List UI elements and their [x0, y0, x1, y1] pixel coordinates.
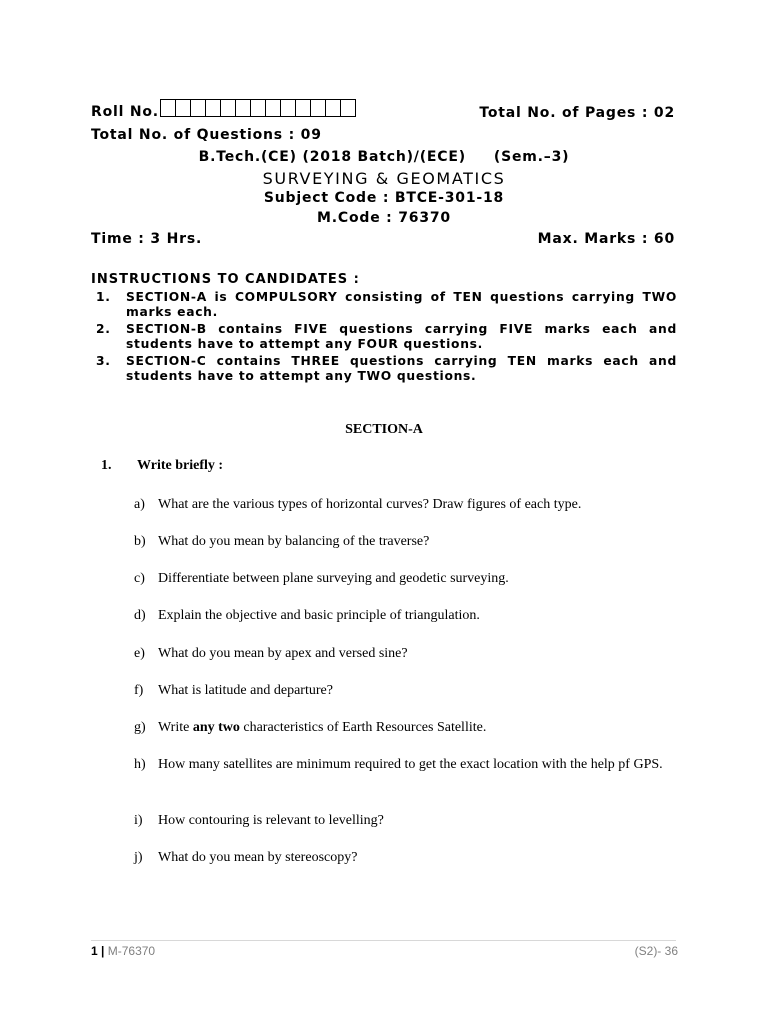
roll-box: [266, 100, 281, 116]
roll-box: [161, 100, 176, 116]
roll-box: [341, 100, 355, 116]
question-title: Write briefly :: [137, 458, 224, 473]
semester: (Sem.–3): [493, 149, 570, 165]
footer-left: [91, 944, 155, 958]
subquestion-text-before: Write: [158, 720, 193, 735]
instruction-text: SECTION-B contains FIVE questions carrying FIVE marks each and students have to attempt any FOUR questions.: [126, 322, 677, 351]
subquestion-d: [134, 606, 680, 625]
subquestion-text: [158, 718, 680, 737]
roll-box: [251, 100, 266, 116]
instruction-item: [91, 354, 677, 384]
subquestion-text: What do you mean by stereoscopy?: [158, 850, 358, 865]
subquestion-h: [134, 755, 680, 774]
course-name: B.Tech.(CE) (2018 Batch)/(ECE): [198, 149, 466, 165]
instruction-number: 3.: [96, 354, 111, 368]
subquestion-label: g): [134, 720, 146, 735]
total-pages: Total No. of Pages : 02: [479, 105, 675, 121]
subquestion-a: [134, 495, 680, 514]
m-code: M.Code : 76370: [317, 210, 451, 226]
subquestion-text-bold: any two: [192, 720, 240, 735]
subquestion-j: [134, 848, 680, 867]
subquestion-i: [134, 811, 680, 830]
course-line: [0, 149, 768, 165]
subquestion-label: e): [134, 646, 145, 661]
subquestion-text: What are the various types of horizontal curves? Draw figures of each type.: [158, 497, 582, 512]
total-questions: Total No. of Questions : 09: [91, 127, 322, 143]
subquestion-b: [134, 532, 680, 551]
subquestion-f: [134, 681, 680, 700]
max-marks: Max. Marks : 60: [537, 231, 675, 247]
subquestion-label: d): [134, 608, 146, 623]
instruction-item: [91, 290, 677, 320]
footer-separator: |: [101, 944, 105, 958]
section-a-heading: SECTION-A: [345, 422, 423, 437]
subquestion-text: How many satellites are minimum required to get the exact location with the help pf GPS.: [158, 757, 663, 772]
subject-code: Subject Code : BTCE-301-18: [263, 190, 505, 206]
subquestion-label: h): [134, 757, 146, 772]
exam-time: Time : 3 Hrs.: [91, 231, 203, 247]
page-number: 1: [91, 944, 98, 958]
question-number: 1.: [101, 458, 112, 473]
roll-box: [191, 100, 206, 116]
footer-right-code: (S2)- 36: [634, 944, 678, 958]
footer-divider: [91, 940, 676, 941]
roll-box: [311, 100, 326, 116]
subquestion-label: a): [134, 497, 145, 512]
roll-box: [281, 100, 296, 116]
subquestion-text: Explain the objective and basic principle of triangulation.: [158, 608, 480, 623]
subquestion-g: [134, 718, 680, 737]
instructions-heading: INSTRUCTIONS TO CANDIDATES :: [91, 272, 360, 287]
instruction-text: SECTION-A is COMPULSORY consisting of TEN questions carrying TWO marks each.: [126, 290, 677, 319]
roll-number-boxes[interactable]: [160, 99, 356, 117]
roll-box: [176, 100, 191, 116]
roll-box: [221, 100, 236, 116]
subquestion-text: Differentiate between plane surveying and geodetic surveying.: [158, 571, 509, 586]
subquestion-text: What is latitude and departure?: [158, 683, 333, 698]
subquestion-label: c): [134, 571, 145, 586]
subquestion-label: b): [134, 534, 146, 549]
roll-box: [326, 100, 341, 116]
instruction-number: 2.: [96, 322, 111, 336]
subquestion-text-after: characteristics of Earth Resources Satellite.: [239, 720, 487, 735]
instruction-number: 1.: [96, 290, 111, 304]
instruction-text: SECTION-C contains THREE questions carrying TEN marks each and students have to attempt any TWO questions.: [126, 354, 677, 383]
subquestion-e: [134, 644, 680, 663]
subquestion-c: [134, 569, 680, 588]
subquestion-label: j): [134, 850, 143, 865]
roll-box: [206, 100, 221, 116]
roll-box: [296, 100, 311, 116]
subquestion-label: i): [134, 813, 143, 828]
instruction-item: [91, 322, 677, 352]
roll-number-label: Roll No.: [91, 104, 159, 120]
footer-code: M-76370: [107, 944, 156, 958]
roll-box: [236, 100, 251, 116]
subject-title: SURVEYING & GEOMATICS: [262, 169, 506, 188]
subquestion-text: How contouring is relevant to levelling?: [158, 813, 384, 828]
subquestion-label: f): [134, 683, 144, 698]
subquestion-text: What do you mean by apex and versed sine?: [158, 646, 408, 661]
subquestion-text: What do you mean by balancing of the traverse?: [158, 534, 430, 549]
